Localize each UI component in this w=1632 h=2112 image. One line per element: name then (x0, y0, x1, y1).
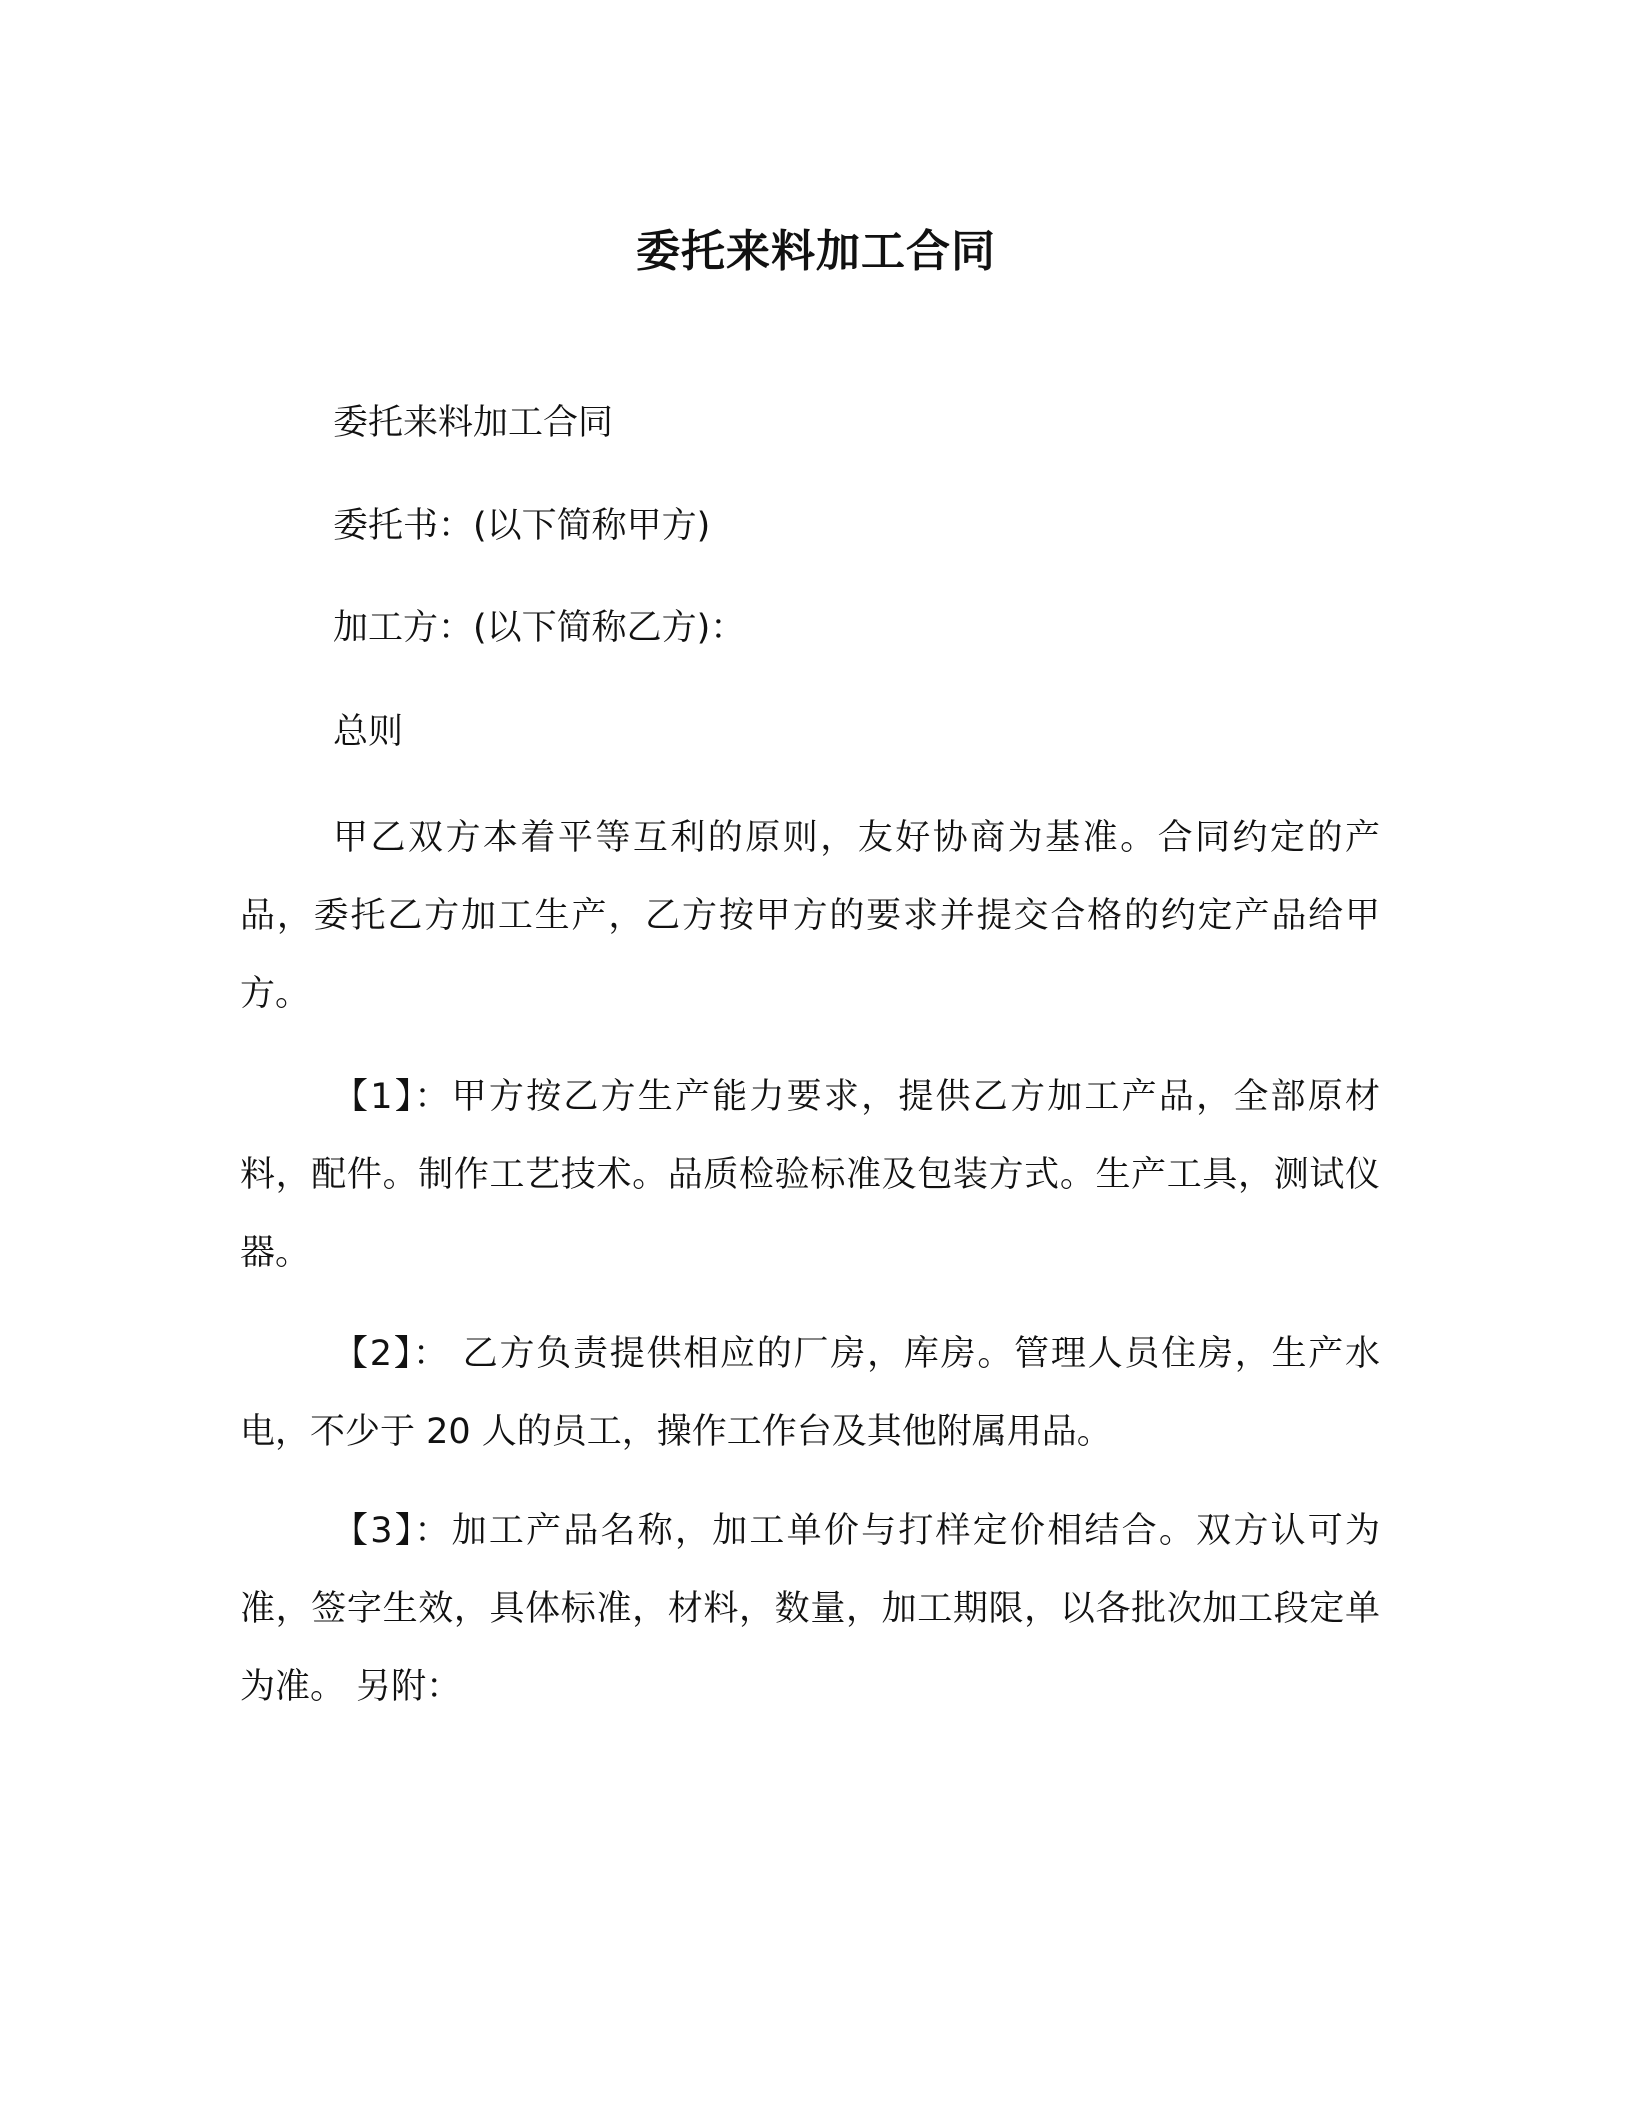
paragraph-clause-3: 【3】：加工产品名称，加工单价与打样定价相结合。双方认可为准，签字生效，具体标准，材料，数量，加工期限，以各批次加工段定单为准。 另附： (240, 1511, 1380, 1707)
paragraph-general: 甲乙双方本着平等互利的原则，友好协商为基准。合同约定的产品，委托乙方加工生产，乙方按甲方的要求并提交合格的约定产品给甲方。 (240, 818, 1380, 1014)
paragraph-clause-1: 【1】：甲方按乙方生产能力要求，提供乙方加工产品，全部原材料，配件。制作工艺技术。品质检验标准及包装方式。生产工具，测试仪器。 (240, 1077, 1380, 1273)
contract-subtitle: 委托来料加工合同 (333, 403, 614, 443)
processor-line: 加工方：(以下简称乙方)： (333, 608, 746, 648)
document-title: 委托来料加工合同 (636, 226, 996, 277)
paragraph-clause-2: 【2】： 乙方负责提供相应的厂房，库房。管理人员住房，生产水电，不少于 20 人的员工，操作工作台及其他附属用品。 (240, 1334, 1380, 1452)
client-line: 委托书：(以下简称甲方) (333, 506, 711, 546)
general-heading: 总则 (333, 712, 404, 752)
